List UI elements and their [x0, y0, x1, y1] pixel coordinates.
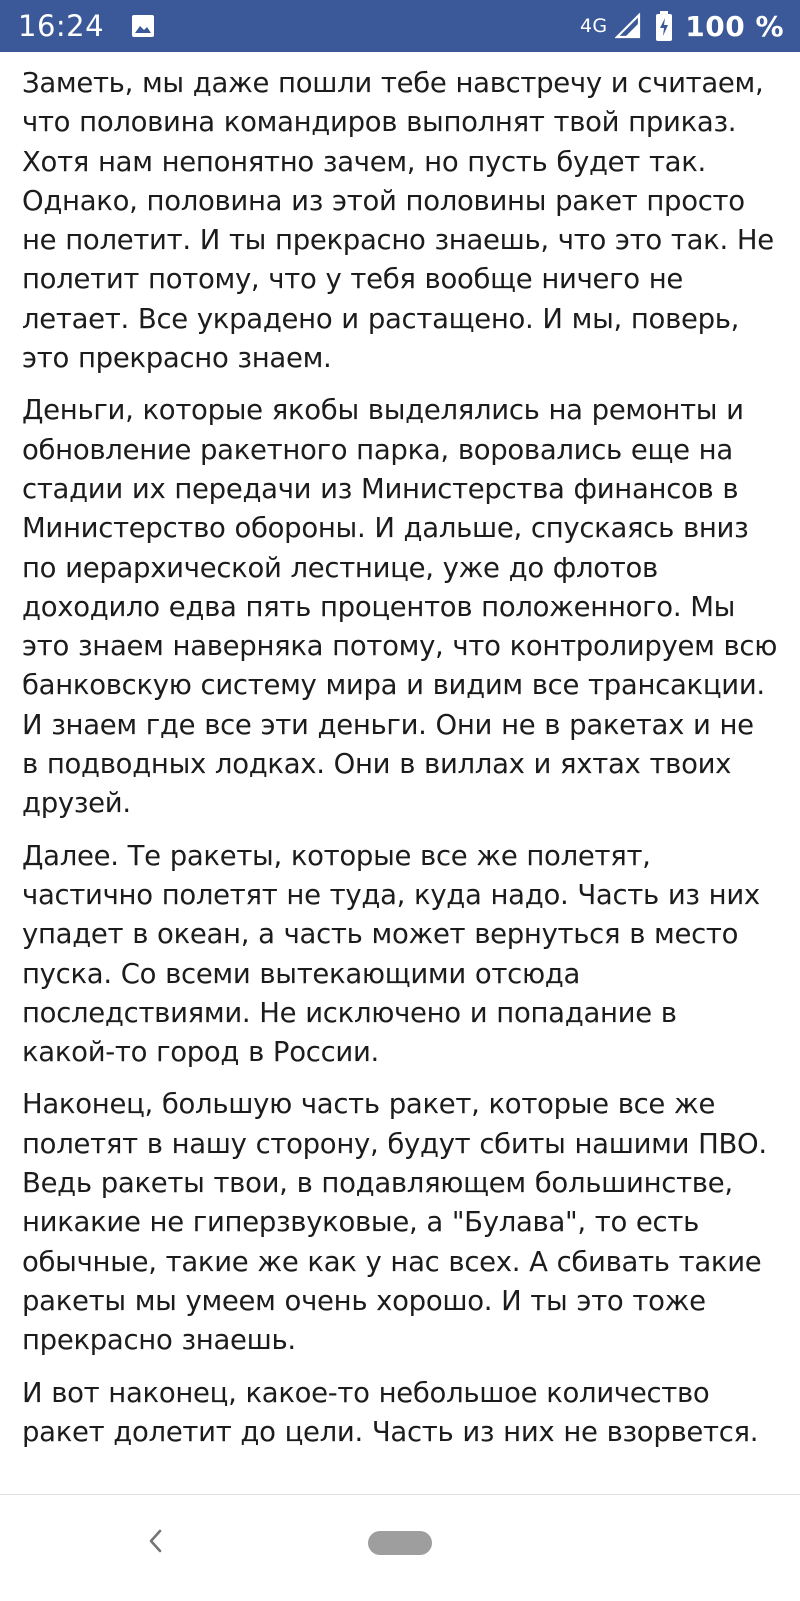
- back-chevron-icon: [146, 1527, 166, 1559]
- home-pill-icon[interactable]: [368, 1531, 432, 1555]
- article-paragraph: Далее. Те ракеты, которые все же полетят, частично полетят не туда, куда надо. Часть из них упадет в океан, а часть может вернуться в место пуска. Со всеми вытекающими отсюда последствиями. Не исключено и попадание в какой-то город в России.: [22, 839, 760, 1069]
- article-paragraph: Заметь, мы даже пошли тебе навстречу и считаем, что половина командиров выполнят твой приказ. Хотя нам непонятно зачем, но пусть будет так. Однако, половина из этой половины ракет просто не полетит. И ты прекрасно знаешь, что это так. Не полетит потому, что у тебя вообще ничего не летает. Все украдено и растащено. И мы, поверь, это прекрасно знаем.: [22, 67, 774, 375]
- battery-charging-icon: [655, 11, 673, 41]
- article-paragraph: И вот наконец, какое-то небольшое количество ракет долетит до цели. Часть из них не взорвется.: [22, 1376, 759, 1448]
- status-time: 16:24: [18, 9, 105, 43]
- back-button[interactable]: [138, 1525, 174, 1561]
- article-body[interactable]: [0, 52, 800, 1494]
- status-bar: [0, 0, 800, 52]
- signal-icon: [615, 13, 641, 39]
- navigation-bar: [0, 1494, 800, 1601]
- battery-percentage: 100 %: [685, 9, 784, 43]
- status-indicators: [580, 10, 784, 43]
- article-paragraph: Наконец, большую часть ракет, которые все же полетят в нашу сторону, будут сбиты нашими ПВО. Ведь ракеты твои, в подавляющем большинстве, никакие не гиперзвуковые, а "Булава", то есть обычные, такие же как у нас всех. А сбивать такие ракеты мы умеем очень хорошо. И ты это тоже прекрасно знаешь.: [22, 1088, 767, 1357]
- gallery-icon: [130, 13, 156, 39]
- article-paragraph: Деньги, которые якобы выделялись на ремонты и обновление ракетного парка, воровались еще на стадии их передачи из Министерства финансов в Министерство обороны. И дальше, спускаясь вниз по иерархической лестнице, уже до флотов доходило едва пять процентов положенного. Мы это знаем наверняка потому, что контролируем всю банковскую систему мира и видим все трансакции. И знаем где все эти деньги. Они не в ракетах и не в подводных лодках. Они в виллах и яхтах твоих друзей.: [22, 394, 778, 820]
- network-type-label: 4G: [580, 15, 608, 37]
